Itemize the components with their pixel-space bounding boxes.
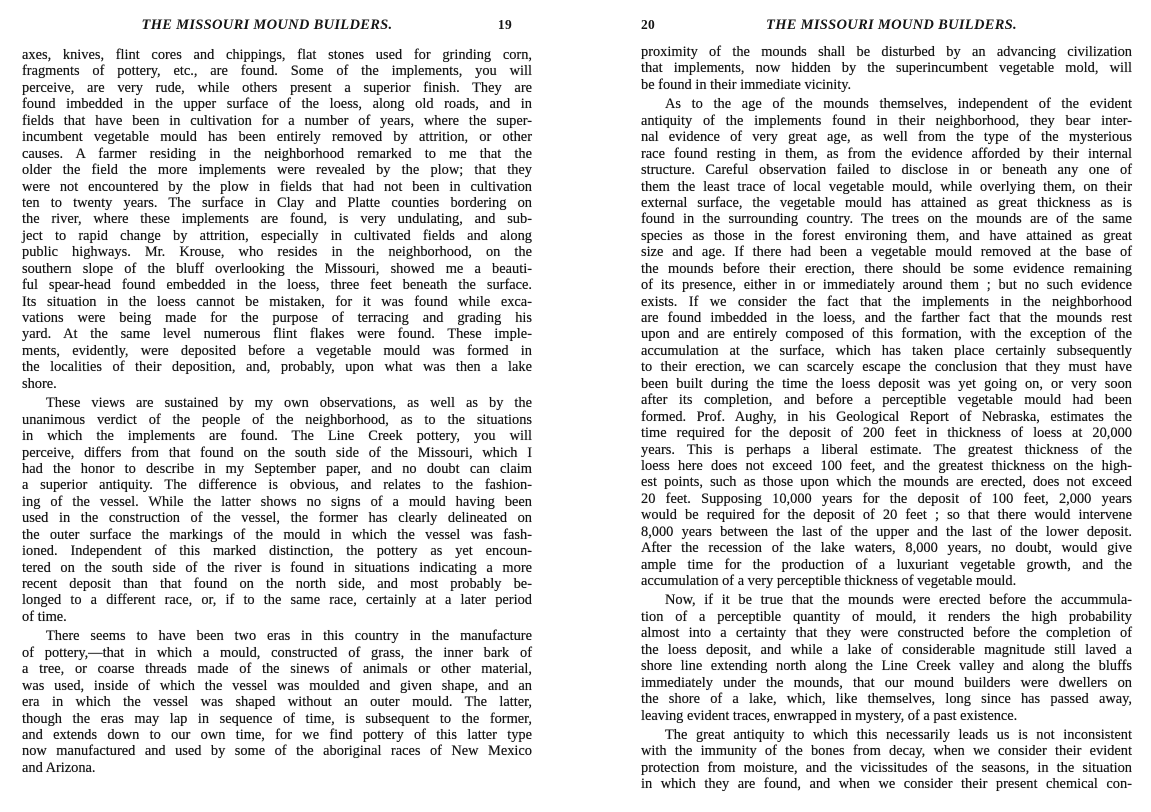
- text-line: found in the surrounding country. The trees on the mounds are of the same: [641, 211, 1132, 228]
- text-line: ample time for the production of a luxuriant vegetable growth, and the: [641, 556, 1132, 573]
- text-line: tion of a perceptible quantity of mould, it renders the high probability: [641, 608, 1132, 625]
- page-body: [641, 44, 1132, 796]
- text-line: in which the implements are found. The Line Creek pottery, you will: [22, 428, 532, 445]
- text-line: of time.: [22, 608, 67, 625]
- paragraph: [641, 96, 1132, 589]
- text-line: of its presence, either in or immediately around them ; but no such evidence: [641, 277, 1132, 294]
- running-header: [641, 17, 1132, 37]
- text-line: shore line extending north along the Line Creek valley and along the bluffs: [641, 658, 1132, 675]
- text-line: would be required for the deposit of 20 feet ; so that there would intervene: [641, 507, 1132, 524]
- paragraph: [641, 44, 1132, 93]
- text-line: yard. At the same level numerous flint flakes were found. These imple-: [22, 326, 532, 343]
- text-line: est points, such as those upon which the mounds are erected, does not exceed: [641, 474, 1132, 491]
- text-line: era in which the vessel was shaped without an outer mould. The latter,: [22, 694, 532, 711]
- text-line: almost into a certainty that they were constructed before the completion of: [641, 625, 1132, 642]
- text-line: the river, where these implements are found, is very undulating, and sub-: [22, 211, 532, 228]
- text-line: them the least trace of local vegetable mould, while overlying them, on their: [641, 178, 1132, 195]
- text-line: ioned. Independent of this marked distinction, the pottery as yet encoun-: [22, 543, 532, 560]
- text-line: years. This is perhaps a liberal estimate. The greatest thickness of the: [641, 441, 1132, 458]
- text-line: be found in their immediate vicinity.: [641, 76, 852, 93]
- text-line: was used, inside of which the vessel was moulded and given shape, and an: [22, 677, 532, 694]
- text-line: external surface, the vegetable mould has attained as great thickness as is: [641, 194, 1132, 211]
- text-line: race found resting in them, as from the evidence afforded by their internal: [641, 145, 1132, 162]
- text-line: the localities of their deposition, and, probably, upon what was then a lake: [22, 359, 532, 376]
- text-line: formed. Prof. Aughy, in his Geological Report of Nebraska, estimates the: [641, 408, 1132, 425]
- text-line: loess here does not exceed 100 feet, and the greatest thickness on the high-: [641, 457, 1132, 474]
- page-number: 20: [641, 17, 656, 32]
- paragraph: [22, 395, 532, 625]
- text-line: a superior antiquity. The difference is obvious, and relates to the fashion-: [22, 477, 532, 494]
- text-line: leaving evident traces, enwrapped in mystery, of a past existence.: [641, 707, 1018, 724]
- text-line: longed to a different race, or, if to the same race, certainly at a later period: [22, 592, 532, 609]
- text-line: fragments of pottery, etc., are found. Some of the implements, you will: [22, 63, 532, 80]
- text-line: axes, knives, flint cores and chippings, flat stones used for grinding corn,: [22, 47, 532, 63]
- text-line: had the honor to describe in my September paper, and no doubt can claim: [22, 460, 532, 477]
- text-line: structure. Careful observation failed to disclose in or beneath any one of: [641, 162, 1132, 179]
- text-line: tered on the south side of the river is found in situations indicating a more: [22, 559, 532, 576]
- paragraph: [641, 727, 1132, 793]
- header-title: THE MISSOURI MOUND BUILDERS.: [141, 17, 393, 33]
- text-line: used in the construction of the vessel, the former has clearly delineated on: [22, 510, 532, 527]
- text-line: with the immunity of the bones from decay, when we consider their evident: [641, 743, 1132, 760]
- text-line: to their erection, we can scarcely escape the conclusion that they must have: [641, 359, 1132, 376]
- text-line: The great antiquity to which this necessarily leads us is not inconsistent: [665, 726, 1132, 743]
- text-line: unanimous verdict of the people of the neighborhood, as to the situations: [22, 411, 532, 428]
- text-line: the loess deposit, and while a lake of considerable magnitude still laved a: [641, 641, 1132, 658]
- text-line: nal evidence of very great age, as well from the type of the mysterious: [641, 129, 1132, 146]
- paragraph: [22, 628, 532, 776]
- text-line: and extends down to our own time, for we find pottery of this latter type: [22, 726, 532, 743]
- text-line: size and age. If there had been a vegetable mould removed at the base of: [641, 244, 1132, 261]
- text-line: immediately under the mounds, that our mound builders were dwellers on: [641, 674, 1132, 691]
- page-body: [22, 47, 532, 779]
- text-line: ments, evidently, were deposited before a vegetable mould was formed in: [22, 342, 532, 359]
- text-line: time required for the deposit of 200 feet in thickness of loess at 20,000: [641, 425, 1132, 442]
- text-line: species as those in the forest environing them, and have attained as great: [641, 227, 1132, 244]
- paragraph: [641, 592, 1132, 724]
- header-title: THE MISSOURI MOUND BUILDERS.: [766, 17, 1017, 33]
- paragraph: [22, 47, 532, 392]
- text-line: vations were being made for the purpose of terracing and grading his: [22, 310, 532, 326]
- text-line: ject to rapid change by attrition, especially in cultivated fields and along: [22, 227, 532, 244]
- text-line: a tree, or coarse threads made of the sinews of animals or other material,: [22, 661, 532, 678]
- text-line: antiquity of the implements found in their neighborhood, they bear inter-: [641, 112, 1132, 129]
- text-line: perceive, differs from that found on the south side of the Missouri, which I: [22, 444, 532, 461]
- text-line: Its situation in the loess cannot be mistaken, for it was found while exca-: [22, 293, 532, 310]
- text-line: after its completion, and before a perceptible vegetable mould had been: [641, 392, 1132, 409]
- text-line: public highways. Mr. Krouse, who resides in the neighborhood, on the: [22, 244, 532, 261]
- text-line: causes. A farmer residing in the neighborhood remarked to me that the: [22, 145, 532, 162]
- text-line: 20 feet. Supposing 10,000 years for the deposit of 100 feet, 2,000 years: [641, 490, 1132, 507]
- text-line: These views are sustained by my own observations, as well as by the: [46, 395, 532, 412]
- text-line: and Arizona.: [22, 759, 96, 776]
- text-line: recent deposit than that found on the north side, and most probably be-: [22, 576, 532, 592]
- text-line: upon and are entirely composed of this formation, with the exception of the: [641, 326, 1132, 343]
- text-line: the mounds before their erection, there should be some evidence remaining: [641, 260, 1132, 277]
- text-line: proximity of the mounds shall be disturbed by an advancing civilization: [641, 44, 1132, 60]
- text-line: perceive, are very rude, while others present a superior finish. They are: [22, 79, 532, 96]
- page-number: 19: [497, 17, 512, 32]
- text-line: the shore of a lake, which, like themselves, long since has passed away,: [641, 691, 1132, 708]
- text-line: ful spear-head found embedded in the loess, three feet beneath the surface.: [22, 277, 532, 294]
- text-line: As to the age of the mounds themselves, independent of the evident: [665, 96, 1132, 113]
- text-line: now manufactured and used by some of the aboriginal races of New Mexico: [22, 743, 532, 760]
- text-line: shore.: [22, 375, 57, 392]
- text-line: older the field the more implements were revealed by the plow; that they: [22, 162, 532, 179]
- text-line: fields that have been in cultivation for a number of years, where the super-: [22, 112, 532, 129]
- text-line: found imbedded in the upper surface of the loess, along old roads, and in: [22, 96, 532, 113]
- text-line: accumulation at the surface, which has taken place certainly subsequently: [641, 342, 1132, 359]
- text-line: been built during the time the loess deposit was yet going on, or very soon: [641, 375, 1132, 392]
- text-line: exists. If we consider the fact that the implements in the neighborhood: [641, 293, 1132, 310]
- text-line: southern slope of the bluff overlooking the Missouri, showed me a beauti-: [22, 260, 532, 277]
- text-line: are found imbedded in the loess, and the farther fact that the mounds rest: [641, 310, 1132, 326]
- text-line: accumulation of a very perceptible thickness of vegetable mould.: [641, 573, 1017, 589]
- text-line: though the eras may lap in sequence of time, is subsequent to the former,: [22, 710, 532, 727]
- text-line: After the recession of the lake waters, 8,000 years, no doubt, would give: [641, 540, 1132, 557]
- text-line: in which they are found, and when we consider their present chemical con-: [641, 776, 1132, 793]
- text-line: were not encountered by the plow in fields that had not been in cultivation: [22, 178, 532, 195]
- text-line: ing of the vessel. While the latter shows no signs of a mould having been: [22, 493, 532, 510]
- text-line: protection from moisture, and the vicissitudes of the seasons, in the situation: [641, 759, 1132, 776]
- text-line: the outer surface the markings of the mould in which the vessel was fash-: [22, 526, 532, 543]
- text-line: ten to twenty years. The surface in Clay and Platte counties bordering on: [22, 194, 532, 211]
- text-line: There seems to have been two eras in this country in the manufacture: [46, 628, 532, 645]
- text-line: incumbent vegetable mould has been entirely removed by attrition, or other: [22, 129, 532, 146]
- running-header: [22, 17, 532, 37]
- text-line: that implements, now hidden by the superincumbent vegetable mold, will: [641, 60, 1132, 77]
- text-line: Now, if it be true that the mounds were erected before the accummula-: [665, 592, 1132, 609]
- text-line: of pottery,—that in which a mould, constructed of grass, the inner bark of: [22, 644, 532, 661]
- text-line: 8,000 years between the last of the upper and the last of the lower deposit.: [641, 523, 1132, 540]
